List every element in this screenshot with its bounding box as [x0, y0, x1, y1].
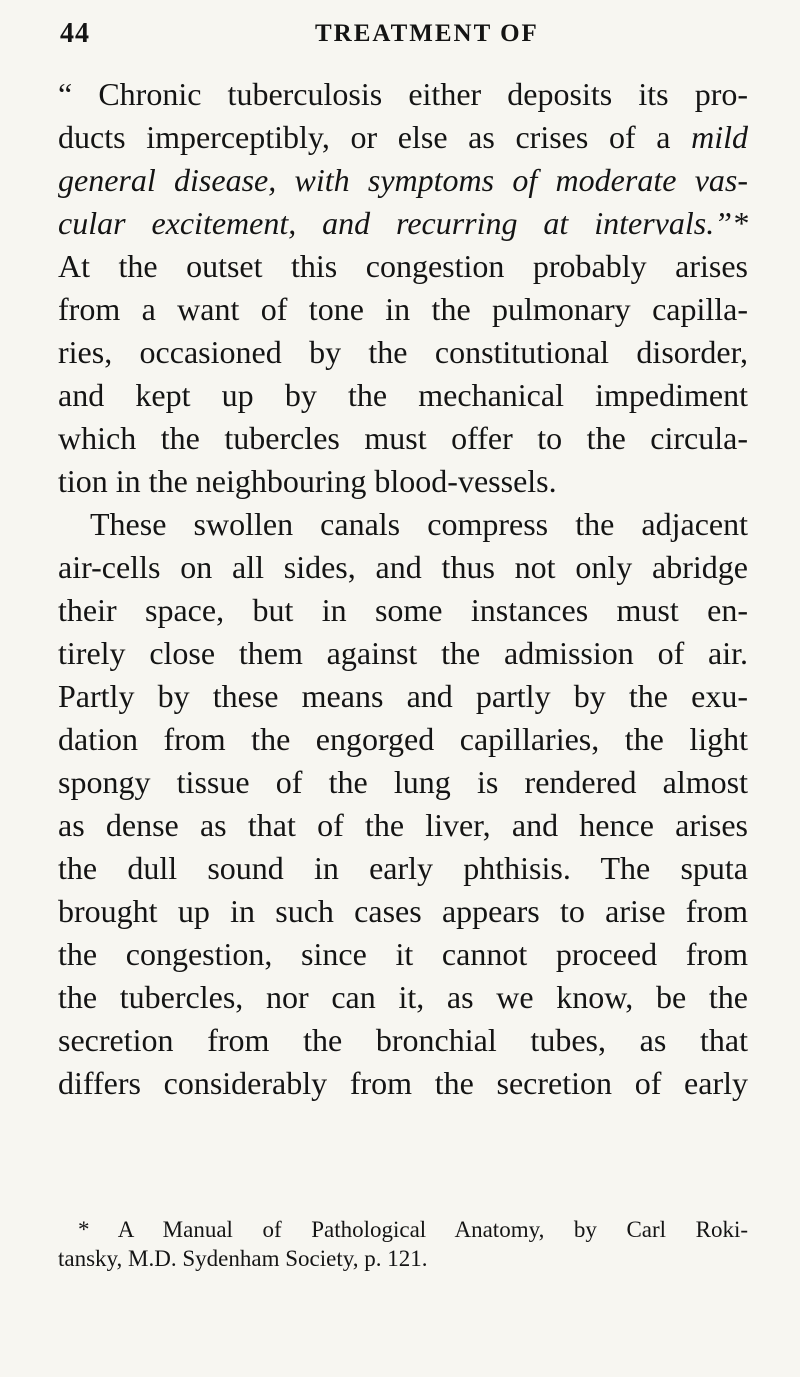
page-number: 44	[60, 18, 90, 49]
text-line: the congestion, since it cannot proceed from	[58, 936, 748, 972]
footnote	[58, 1215, 748, 1273]
text-line: spongy tissue of the lung is rendered almost	[58, 764, 748, 800]
italic-fragment: mild	[691, 119, 748, 155]
text-line: “ Chronic tuberculosis either deposits its pro-	[58, 76, 748, 112]
text-line-italic	[58, 159, 748, 202]
text-line: differs considerably from the secretion of early	[58, 1065, 748, 1101]
running-head: TREATMENT OF	[315, 20, 539, 47]
text-line-italic	[58, 202, 748, 245]
body-text	[58, 73, 748, 1105]
text-line: the tubercles, nor can it, as we know, be the	[58, 979, 748, 1015]
text-line: their space, but in some instances must en-	[58, 592, 748, 628]
page-header	[60, 18, 750, 68]
text-line: These swollen canals compress the adjacent	[90, 506, 748, 542]
text-line	[58, 116, 748, 159]
text-line: air-cells on all sides, and thus not only abridge	[58, 549, 748, 585]
text-line: and kept up by the mechanical impediment	[58, 377, 748, 413]
text-line: tirely close them against the admission of air.	[58, 635, 748, 671]
text-line: secretion from the bronchial tubes, as that	[58, 1022, 748, 1058]
text-line: At the outset this congestion probably arises	[58, 248, 748, 284]
text-line: tion in the neighbouring blood-vessels.	[58, 463, 557, 499]
text-line: as dense as that of the liver, and hence arises	[58, 807, 748, 843]
italic-text: cular excitement, and recurring at intervals.”*	[58, 205, 748, 241]
text-line: ries, occasioned by the constitutional disorder,	[58, 334, 748, 370]
text-line: brought up in such cases appears to arise from	[58, 893, 748, 929]
italic-text: general disease, with symptoms of moderate vas-	[58, 162, 748, 198]
text-line: from a want of tone in the pulmonary capilla-	[58, 291, 748, 327]
text-line-part: ducts imperceptibly, or else as crises of a	[58, 119, 692, 155]
text-line: dation from the engorged capillaries, the light	[58, 721, 748, 757]
footnote-line: tansky, M.D. Sydenham Society, p. 121.	[58, 1246, 428, 1271]
text-line: the dull sound in early phthisis. The sputa	[58, 850, 748, 886]
text-line: which the tubercles must offer to the circula-	[58, 420, 748, 456]
text-line: Partly by these means and partly by the exu-	[58, 678, 748, 714]
footnote-line: * A Manual of Pathological Anatomy, by Carl Roki-	[78, 1217, 748, 1242]
